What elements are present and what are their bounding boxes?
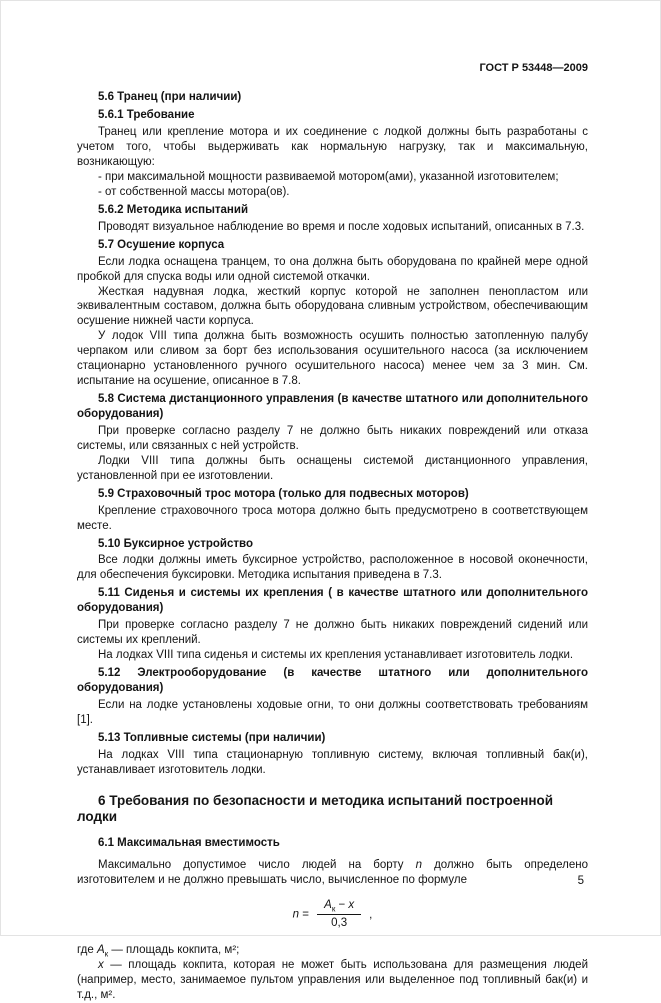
formula-trailing-comma: ,: [369, 908, 373, 921]
paragraph: Все лодки должны иметь буксирное устройство, расположенное в носовой оконечности, для обеспечения буксировки. Методика испытания приведена в 7.3.: [77, 554, 588, 582]
formula-numerator: [317, 898, 361, 915]
definition-post: — площадь кокпита, которая не может быть использована для размещения людей (например, место, занимаемое пультом управления или выделенное под топливный бак(и) и т.д., м².: [77, 958, 588, 1001]
definition-x: [77, 958, 588, 1003]
paragraph-capacity-intro: [77, 858, 588, 888]
intro-pre: Максимально допустимое число людей на борту: [98, 859, 416, 872]
paragraph: Жесткая надувная лодка, жесткий корпус которой не заполнен пенопластом или эквивалентным составом, должна быть оборудована сливным устройством, обеспечивающим осушение нижней части корпуса.: [77, 285, 588, 328]
paragraph: Если на лодке установлены ходовые огни, то они должны соответствовать требованиям [1].: [77, 698, 588, 726]
section-heading-5-11: 5.11 Сиденья и системы их крепления ( в качестве штатного или дополнительного оборудования): [77, 587, 588, 615]
formula-var-A-sub: к: [331, 904, 336, 914]
document-content: [77, 90, 588, 1003]
definition-variable: A: [96, 944, 105, 957]
list-item: - от собственной массы мотора(ов).: [98, 185, 290, 198]
doc-header: [77, 61, 588, 75]
intro-post: должно быть определено изготовителем и не должно превышать число, вычисленное по формуле: [77, 859, 589, 887]
formula-var-x: x: [348, 899, 355, 912]
definition-pre: где: [77, 944, 97, 957]
section-heading-5-13: 5.13 Топливные системы (при наличии): [98, 731, 326, 744]
formula-lhs: n: [292, 908, 300, 921]
section-heading-5-10: 5.10 Буксирное устройство: [98, 537, 253, 550]
section-heading-5-12: 5.12 Электрооборудование (в качестве штатного или дополнительного оборудования): [77, 667, 588, 694]
formula-definitions: [77, 943, 588, 1003]
paragraph: Лодки VIII типа должны быть оснащены системой дистанционного управления, установленной при ее изготовлении.: [77, 454, 588, 482]
paragraph: При проверке согласно разделу 7 не должно быть никаких повреждений или отказа системы, или связанных с ней устройств.: [77, 424, 588, 452]
paragraph: Крепление страховочного троса мотора должно быть предусмотрено в соответствующем месте.: [77, 504, 588, 532]
paragraph: У лодок VIII типа должна быть возможность осушить полностью затопленную палубу черпаком или сливом за борт без использования осушительного насоса (за исключением стационарно установленного ручного осушительного насоса) менее чем за 3 мин. См. испытание на осушение, описанное в 7.8.: [77, 330, 588, 388]
definition-post: — площадь кокпита, м²;: [108, 944, 240, 957]
section-heading-5-6-1: 5.6.1 Требование: [98, 109, 195, 122]
list-item: - при максимальной мощности развиваемой мотором(ами), указанной изготовителем;: [98, 170, 559, 183]
paragraph: На лодках VIII типа стационарную топливную систему, включая топливный бак(и), устанавливает изготовитель лодки.: [77, 748, 588, 776]
section-heading-5-7: 5.7 Осушение корпуса: [98, 238, 225, 251]
intro-variable-n: n: [415, 859, 423, 872]
section-heading-5-8: 5.8 Система дистанционного управления (в качестве штатного или дополнительного оборудования): [77, 393, 588, 421]
chapter-heading-6: 6 Требования по безопасности и методика испытаний построенной лодки: [77, 792, 554, 825]
paragraph: На лодках VIII типа сиденья и системы их крепления устанавливает изготовитель лодки.: [98, 649, 574, 662]
formula-minus: −: [335, 899, 349, 912]
section-heading-6-1: 6.1 Максимальная вместимость: [98, 837, 280, 850]
paragraph: Если лодка оснащена транцем, то она должна быть оборудована по крайней мере одной пробкой для спуска воды или одной системой откачки.: [77, 255, 588, 283]
section-heading-5-9: 5.9 Страховочный трос мотора (только для подвесных моторов): [98, 487, 469, 500]
definition-A: [77, 943, 588, 958]
formula-fraction: [317, 898, 361, 931]
page-number: 5: [577, 875, 584, 888]
section-heading-5-6: 5.6 Транец (при наличии): [98, 91, 242, 104]
section-heading-5-6-2: 5.6.2 Методика испытаний: [98, 203, 249, 216]
paragraph: При проверке согласно разделу 7 не должно быть никаких повреждений сидений или системы их креплений.: [77, 619, 588, 647]
formula-equals: =: [299, 908, 313, 921]
formula-denominator: 0,3: [331, 917, 348, 930]
definition-variable: x: [98, 958, 104, 971]
paragraph: Транец или крепление мотора и их соединение с лодкой должны быть разработаны с учетом того, чтобы выдерживать как нормальную нагрузку, так и максимальную, возникающую:: [77, 126, 588, 169]
doc-number: ГОСТ Р 53448—2009: [479, 62, 588, 74]
formula-max-capacity: [77, 898, 588, 931]
formula-var-A: A: [324, 899, 332, 912]
definition-variable-sub: к: [104, 949, 109, 959]
paragraph: Проводят визуальное наблюдение во время и после ходовых испытаний, описанных в 7.3.: [98, 220, 585, 233]
